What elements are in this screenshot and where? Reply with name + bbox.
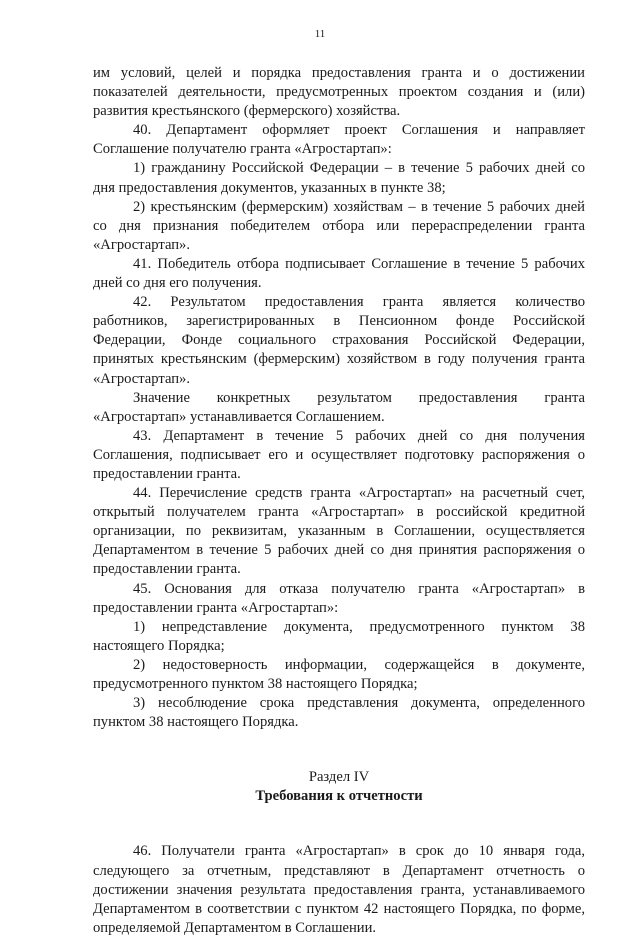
paragraph-item-46: 46. Получатели гранта «Агростартап» в срок до 10 января года, следующего за отчетным, представляют в Департамент отчетность о достижении значения результата предоставления гранта, устанавливаемого Департаментом в соответствии с пунктом 42 настоящего Порядка, по форме, определяемой Департаментом в Соглашении. [93, 843, 585, 936]
document-body [93, 64, 585, 938]
page-number: 11 [314, 28, 326, 40]
paragraph-item-42-value: Значение конкретных результатом предоставления гранта «Агростартап» устанавливается Соглашением. [93, 389, 585, 425]
paragraph-item-41: 41. Победитель отбора подписывает Соглашение в течение 5 рабочих дней со дня его получения. [93, 255, 585, 292]
section-title: Требования к отчетности [255, 788, 423, 805]
paragraph-item-40: 40. Департамент оформляет проект Соглашения и направляет Соглашение получателю гранта «Агростартап»: [93, 122, 585, 158]
paragraph-item-40-1: 1) гражданину Российской Федерации – в течение 5 рабочих дней со дня предоставления документов, указанных в пункте 38; [93, 160, 585, 196]
paragraph-item-45: 45. Основания для отказа получателю гранта «Агростартап» в предоставлении гранта «Агростартап»: [93, 580, 585, 616]
paragraph-item-40-2: 2) крестьянским (фермерским) хозяйствам – в течение 5 рабочих дней со дня признания победителем отбора или перераспределении гранта «Агростартап». [93, 198, 585, 253]
paragraph-item-42: 42. Результатом предоставления гранта является количество работников, зарегистрированных в Пенсионном фонде Российской Федерации, Фонде социального страхования Российской Федерации, принятых крестьянским (фермерским) хозяйством в году получения гранта «Агростартап». [93, 294, 585, 387]
paragraph-item-44: 44. Перечисление средств гранта «Агростартап» на расчетный счет, открытый получателем гранта «Агростартап» в российской кредитной организации, по реквизитам, указанным в Соглашении, осуществляется Департаментом в течение 5 рабочих дней со дня принятия распоряжения о предоставлении гранта. [93, 485, 585, 578]
paragraph-item-45-2: 2) недостоверность информации, содержащейся в документе, предусмотренного пунктом 38 настоящего Порядка; [93, 656, 585, 692]
paragraph-continuation: им условий, целей и порядка предоставления гранта и о достижении показателей деятельности, предусмотренных проектом создания и (или) развития крестьянского (фермерского) хозяйства. [93, 65, 585, 120]
paragraph-item-45-1: 1) непредставление документа, предусмотренного пунктом 38 настоящего Порядка; [93, 618, 585, 654]
paragraph-item-45-3: 3) несоблюдение срока представления документа, определенного пунктом 38 настоящего Порядка. [93, 695, 585, 731]
section-label: Раздел IV [308, 769, 370, 786]
paragraph-item-43: 43. Департамент в течение 5 рабочих дней со дня получения Соглашения, подписывает его и осуществляет подготовку распоряжения о предоставлении гранта. [93, 427, 585, 482]
